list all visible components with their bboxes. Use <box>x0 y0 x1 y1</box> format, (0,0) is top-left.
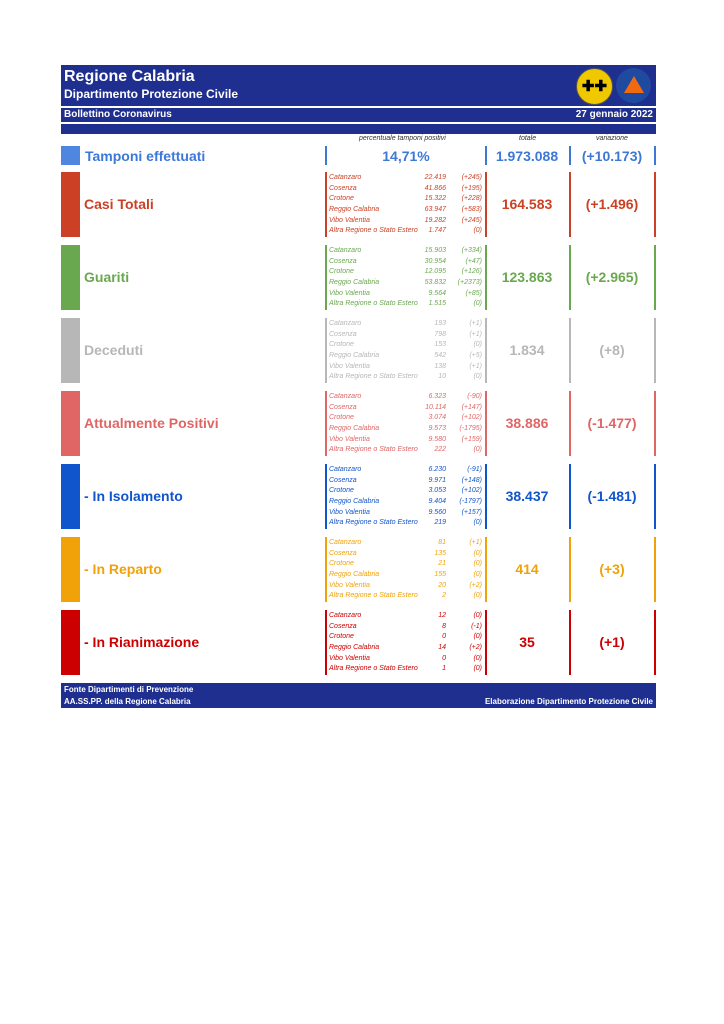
divider <box>325 610 327 675</box>
province-delta: (+245) <box>461 174 482 181</box>
province-name: Altra Regione o Stato Estero <box>329 373 418 381</box>
divider <box>325 464 327 529</box>
tamponi-percent: 14,71% <box>382 148 430 164</box>
divider <box>654 464 656 529</box>
province-delta: (+85) <box>465 289 482 297</box>
province-value: 15.322 <box>424 195 446 203</box>
province-value: 30.954 <box>424 257 446 265</box>
province-value: 542 <box>434 352 446 360</box>
section-variation: (+8) <box>599 342 625 358</box>
divider <box>485 391 487 456</box>
civil-protection-logo-icon <box>616 68 651 103</box>
province-value: 155 <box>434 571 446 579</box>
divider <box>654 172 656 237</box>
divider <box>654 537 656 602</box>
section-color-swatch <box>61 245 80 310</box>
province-delta: (0) <box>473 373 482 381</box>
province-name: Vibo Valentia <box>329 508 370 516</box>
province-delta: (0) <box>473 549 482 557</box>
province-value: 12.095 <box>424 268 446 276</box>
section-in-reparto <box>61 537 656 602</box>
province-delta: (-90) <box>467 393 482 400</box>
section-total: 1.834 <box>509 342 545 358</box>
tamponi-row <box>61 145 656 167</box>
province-name: Reggio Calabria <box>329 498 380 506</box>
section-casi-totali <box>61 172 656 237</box>
divider <box>485 464 487 529</box>
province-row <box>329 654 484 665</box>
province-delta: (0) <box>473 612 482 619</box>
province-delta: (+195) <box>461 184 482 192</box>
bulletin-date: 27 gennaio 2022 <box>575 109 653 120</box>
province-name: Catanzaro <box>329 393 362 400</box>
tamponi-label: Tamponi effettuati <box>85 148 206 164</box>
province-value: 222 <box>434 446 446 454</box>
province-name: Reggio Calabria <box>329 425 380 433</box>
province-value: 1.747 <box>428 227 446 235</box>
province-name: Vibo Valentia <box>329 654 370 662</box>
province-delta: (0) <box>473 446 482 454</box>
province-delta: (+245) <box>461 216 482 224</box>
province-name: Altra Regione o Stato Estero <box>329 665 418 673</box>
footer-banner <box>61 683 656 708</box>
section-total: 38.437 <box>505 488 549 504</box>
province-name: Cosenza <box>329 622 357 630</box>
source-line-2: AA.SS.PP. della Regione Calabria <box>64 697 191 706</box>
province-row <box>329 299 484 310</box>
province-row <box>329 362 484 373</box>
divider <box>325 537 327 602</box>
divider <box>485 318 487 383</box>
province-name: Catanzaro <box>329 612 362 619</box>
province-delta: (+1) <box>469 330 482 338</box>
province-row <box>329 549 484 560</box>
province-name: Vibo Valentia <box>329 435 370 443</box>
province-row <box>329 570 484 581</box>
province-row <box>329 476 484 487</box>
province-value: 3.053 <box>428 487 446 495</box>
province-delta: (+5) <box>469 352 482 360</box>
province-delta: (+102) <box>461 487 482 495</box>
province-value: 9.573 <box>428 425 446 433</box>
province-value: 138 <box>434 362 446 370</box>
section-label: - In Rianimazione <box>84 634 200 650</box>
province-row <box>329 403 484 414</box>
province-row <box>329 267 484 278</box>
section-color-swatch <box>61 318 80 383</box>
province-delta: (+1) <box>469 362 482 370</box>
province-delta: (0) <box>473 665 482 673</box>
province-name: Cosenza <box>329 330 357 338</box>
province-value: 3.074 <box>428 414 446 422</box>
section-total: 164.583 <box>501 196 553 212</box>
province-delta: (+1) <box>469 539 482 546</box>
section-label: - In Reparto <box>84 561 162 577</box>
province-list <box>329 173 484 237</box>
province-delta: (0) <box>473 300 482 308</box>
province-row <box>329 194 484 205</box>
province-delta: (-1797) <box>459 498 482 506</box>
divider <box>654 146 656 165</box>
divider <box>654 610 656 675</box>
variation-column-label: variazione <box>596 135 628 142</box>
province-row <box>329 643 484 654</box>
divider <box>485 245 487 310</box>
province-name: Catanzaro <box>329 466 362 473</box>
column-labels <box>61 134 656 145</box>
province-delta: (+148) <box>461 476 482 484</box>
province-row <box>329 372 484 383</box>
province-row <box>329 340 484 351</box>
province-value: 15.903 <box>424 247 446 254</box>
header-banner <box>61 65 656 106</box>
province-value: 1.515 <box>428 300 446 308</box>
province-value: 41.866 <box>424 184 446 192</box>
province-value: 219 <box>434 519 446 527</box>
province-value: 53.832 <box>424 279 446 287</box>
province-row <box>329 246 484 257</box>
province-name: Catanzaro <box>329 247 362 254</box>
percent-column-label: percentuale tamponi positivi <box>359 135 446 142</box>
section-label: Deceduti <box>84 342 144 358</box>
province-name: Cosenza <box>329 476 357 484</box>
province-value: 9.560 <box>428 508 446 516</box>
divider <box>654 245 656 310</box>
province-name: Reggio Calabria <box>329 571 380 579</box>
province-name: Reggio Calabria <box>329 279 380 287</box>
province-row <box>329 445 484 456</box>
province-value: 19.282 <box>424 216 446 224</box>
section-color-swatch <box>61 172 80 237</box>
section-color-swatch <box>61 464 80 529</box>
section-color-swatch <box>61 391 80 456</box>
province-delta: (0) <box>473 571 482 579</box>
province-name: Altra Regione o Stato Estero <box>329 592 418 600</box>
credit-line: Elaborazione Dipartimento Protezione Civile <box>484 697 653 706</box>
bulletin-sheet <box>61 65 656 167</box>
province-row <box>329 330 484 341</box>
header-divider <box>61 124 656 134</box>
province-name: Altra Regione o Stato Estero <box>329 227 418 235</box>
divider <box>485 172 487 237</box>
province-delta: (+157) <box>461 508 482 516</box>
province-row <box>329 632 484 643</box>
section-total: 123.863 <box>501 269 553 285</box>
province-name: Reggio Calabria <box>329 352 380 360</box>
province-delta: (+102) <box>461 414 482 422</box>
province-value: 193 <box>434 320 446 327</box>
province-row <box>329 413 484 424</box>
province-row <box>329 226 484 237</box>
section-variation: (-1.481) <box>587 488 637 504</box>
province-value: 20 <box>438 581 446 589</box>
province-delta: (+334) <box>461 247 482 254</box>
province-value: 153 <box>434 341 446 349</box>
province-value: 135 <box>434 549 446 557</box>
region-coat-of-arms-icon: ✚✚ <box>576 68 613 105</box>
province-row <box>329 611 484 622</box>
section-in-isolamento <box>61 464 656 529</box>
province-row <box>329 351 484 362</box>
province-value: 12 <box>438 612 446 619</box>
province-delta: (+228) <box>461 195 482 203</box>
province-delta: (+1) <box>469 320 482 327</box>
province-delta: (-91) <box>467 466 482 473</box>
province-name: Altra Regione o Stato Estero <box>329 519 418 527</box>
province-name: Vibo Valentia <box>329 581 370 589</box>
province-row <box>329 518 484 529</box>
province-value: 14 <box>438 644 446 652</box>
province-value: 798 <box>434 330 446 338</box>
divider <box>325 172 327 237</box>
province-name: Crotone <box>329 414 354 422</box>
section-attualmente-positivi <box>61 391 656 456</box>
province-name: Cosenza <box>329 257 357 265</box>
bulletin-label: Bollettino Coronavirus <box>64 109 172 120</box>
province-row <box>329 622 484 633</box>
province-value: 22.419 <box>424 174 446 181</box>
province-value: 9.971 <box>428 476 446 484</box>
province-value: 63.947 <box>424 206 446 214</box>
province-row <box>329 497 484 508</box>
divider <box>654 391 656 456</box>
section-in-rianimazione <box>61 610 656 675</box>
section-color-swatch <box>61 610 80 675</box>
province-value: 81 <box>438 539 446 546</box>
province-row <box>329 424 484 435</box>
province-name: Crotone <box>329 560 354 568</box>
section-total: 414 <box>515 561 539 577</box>
province-delta: (+159) <box>461 435 482 443</box>
province-row <box>329 319 484 330</box>
section-deceduti <box>61 318 656 383</box>
province-delta: (0) <box>473 227 482 235</box>
section-total: 38.886 <box>505 415 549 431</box>
region-title: Regione Calabria <box>64 68 195 85</box>
divider <box>325 245 327 310</box>
province-row <box>329 392 484 403</box>
province-row <box>329 184 484 195</box>
province-delta: (0) <box>473 592 482 600</box>
province-value: 0 <box>442 654 446 662</box>
province-value: 1 <box>442 665 446 673</box>
province-value: 9.404 <box>428 498 446 506</box>
province-name: Crotone <box>329 268 354 276</box>
province-row <box>329 559 484 570</box>
province-row <box>329 216 484 227</box>
province-delta: (+126) <box>461 268 482 276</box>
tamponi-variation: (+10.173) <box>581 148 643 164</box>
province-delta: (+583) <box>461 206 482 214</box>
province-delta: (0) <box>473 654 482 662</box>
province-value: 10 <box>438 373 446 381</box>
province-row <box>329 591 484 602</box>
province-delta: (+147) <box>461 403 482 411</box>
province-list <box>329 465 484 529</box>
province-delta: (+2) <box>469 581 482 589</box>
province-value: 9.564 <box>428 289 446 297</box>
province-name: Crotone <box>329 341 354 349</box>
section-label: - In Isolamento <box>84 488 183 504</box>
province-row <box>329 289 484 300</box>
province-name: Catanzaro <box>329 320 362 327</box>
section-total: 35 <box>519 634 535 650</box>
province-delta: (+2373) <box>457 279 482 287</box>
section-label: Casi Totali <box>84 196 154 212</box>
province-name: Vibo Valentia <box>329 216 370 224</box>
province-name: Catanzaro <box>329 174 362 181</box>
divider <box>325 318 327 383</box>
province-name: Crotone <box>329 195 354 203</box>
province-value: 2 <box>442 592 446 600</box>
province-row <box>329 173 484 184</box>
province-value: 8 <box>442 622 446 630</box>
province-name: Reggio Calabria <box>329 644 380 652</box>
province-row <box>329 486 484 497</box>
province-list <box>329 246 484 310</box>
province-name: Cosenza <box>329 403 357 411</box>
section-variation: (+1) <box>599 634 625 650</box>
bulletin-bar <box>61 108 656 122</box>
province-delta: (-1) <box>471 622 482 630</box>
section-variation: (+3) <box>599 561 625 577</box>
section-label: Attualmente Positivi <box>84 415 219 431</box>
province-list <box>329 392 484 456</box>
province-list <box>329 611 484 675</box>
province-name: Cosenza <box>329 549 357 557</box>
province-delta: (+47) <box>465 257 482 265</box>
divider <box>325 146 327 165</box>
section-label: Guariti <box>84 269 130 285</box>
province-value: 9.580 <box>428 435 446 443</box>
section-variation: (-1.477) <box>587 415 637 431</box>
province-row <box>329 508 484 519</box>
province-delta: (-1795) <box>459 425 482 433</box>
province-row <box>329 435 484 446</box>
province-delta: (+2) <box>469 644 482 652</box>
province-value: 6.323 <box>428 393 446 400</box>
province-delta: (0) <box>473 560 482 568</box>
province-row <box>329 278 484 289</box>
province-list <box>329 319 484 383</box>
section-variation: (+1.496) <box>585 196 639 212</box>
source-line-1: Fonte Dipartimenti di Prevenzione <box>64 685 194 694</box>
province-name: Crotone <box>329 633 354 641</box>
province-delta: (0) <box>473 341 482 349</box>
province-row <box>329 205 484 216</box>
province-delta: (0) <box>473 633 482 641</box>
province-name: Cosenza <box>329 184 357 192</box>
total-column-label: totale <box>519 135 537 142</box>
province-value: 0 <box>442 633 446 641</box>
section-color-swatch <box>61 537 80 602</box>
province-name: Altra Regione o Stato Estero <box>329 446 418 454</box>
province-row <box>329 664 484 675</box>
section-guariti <box>61 245 656 310</box>
province-name: Vibo Valentia <box>329 362 370 370</box>
tamponi-color-swatch <box>61 146 80 165</box>
province-delta: (0) <box>473 519 482 527</box>
divider <box>485 537 487 602</box>
divider <box>654 318 656 383</box>
province-value: 21 <box>438 560 446 568</box>
province-name: Crotone <box>329 487 354 495</box>
province-row <box>329 581 484 592</box>
province-name: Vibo Valentia <box>329 289 370 297</box>
divider <box>485 610 487 675</box>
province-row <box>329 257 484 268</box>
tamponi-total: 1.973.088 <box>495 148 559 164</box>
province-value: 6.230 <box>428 466 446 473</box>
province-name: Altra Regione o Stato Estero <box>329 300 418 308</box>
province-name: Catanzaro <box>329 539 362 546</box>
province-list <box>329 538 484 602</box>
province-row <box>329 538 484 549</box>
province-row <box>329 465 484 476</box>
divider <box>325 391 327 456</box>
province-value: 10.114 <box>425 403 446 411</box>
province-name: Reggio Calabria <box>329 206 380 214</box>
department-subtitle: Dipartimento Protezione Civile <box>64 87 239 101</box>
section-variation: (+2.965) <box>585 269 639 285</box>
